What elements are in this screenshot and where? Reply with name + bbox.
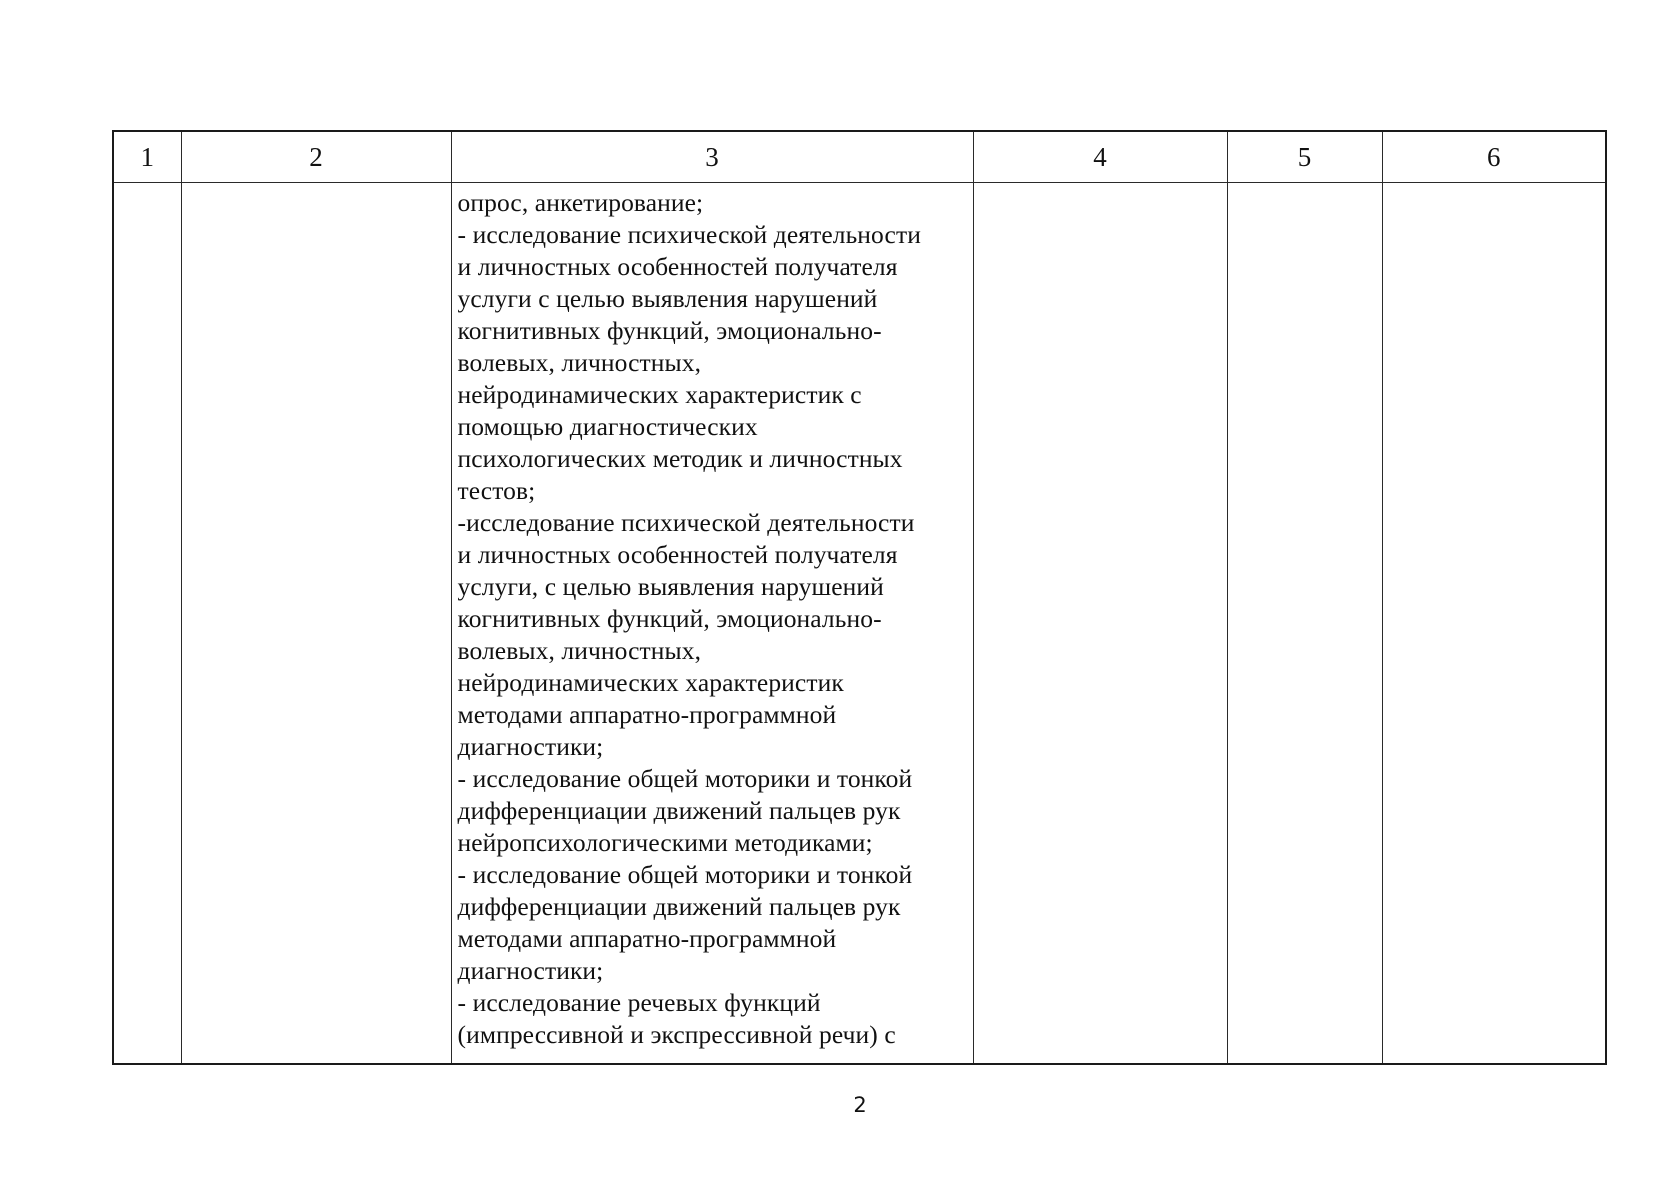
text-line: волевых, личностных, <box>457 348 702 377</box>
text-line: опрос, анкетирование; <box>457 188 704 217</box>
text-line: и личностных особенностей получателя <box>457 252 898 281</box>
table-body <box>113 183 1606 1065</box>
text-line: тестов; <box>457 476 536 505</box>
document-table <box>112 130 1607 1065</box>
column-header-2: 2 <box>181 131 451 183</box>
column-header-3: 3 <box>451 131 973 183</box>
column-header-6: 6 <box>1382 131 1606 183</box>
cell-col2 <box>181 183 451 1065</box>
column-header-4: 4 <box>973 131 1227 183</box>
text-line: психологических методик и личностных <box>457 444 903 473</box>
text-line: - исследование речевых функций <box>457 988 821 1017</box>
text-line: волевых, личностных, <box>457 636 702 665</box>
column-header-5: 5 <box>1227 131 1382 183</box>
text-line: услуги, с целью выявления нарушений <box>457 572 884 601</box>
text-line: и личностных особенностей получателя <box>457 540 898 569</box>
table-row <box>113 183 1606 1065</box>
text-line: услуги с целью выявления нарушений <box>457 284 878 313</box>
text-line: дифференциации движений пальцев рук <box>457 796 901 825</box>
header-row <box>113 131 1606 183</box>
text-line: - исследование психической деятельности <box>457 220 921 249</box>
text-line: диагностики; <box>457 732 604 761</box>
text-line: диагностики; <box>457 956 604 985</box>
text-line: - исследование общей моторики и тонкой <box>457 764 913 793</box>
cell-col4 <box>973 183 1227 1065</box>
text-line: - исследование общей моторики и тонкой <box>457 860 913 889</box>
table-header <box>113 131 1606 183</box>
text-line: помощью диагностических <box>457 412 758 441</box>
page-number: 2 <box>853 1093 867 1117</box>
column-header-1: 1 <box>113 131 181 183</box>
text-line: -исследование психической деятельности <box>457 508 915 537</box>
cell-col6 <box>1382 183 1606 1065</box>
text-line: методами аппаратно-программной <box>457 924 837 953</box>
text-line: когнитивных функций, эмоционально- <box>457 604 882 633</box>
text-line: (импрессивной и экспрессивной речи) с <box>457 1020 896 1049</box>
text-line: нейродинамических характеристик <box>457 668 844 697</box>
text-line: нейропсихологическими методиками; <box>457 828 873 857</box>
cell-col1 <box>113 183 181 1065</box>
cell-col5 <box>1227 183 1382 1065</box>
cell-col3 <box>451 183 973 1065</box>
text-line: нейродинамических характеристик с <box>457 380 862 409</box>
text-line: дифференциации движений пальцев рук <box>457 892 901 921</box>
service-description-text <box>458 187 963 1051</box>
text-line: методами аппаратно-программной <box>457 700 837 729</box>
text-line: когнитивных функций, эмоционально- <box>457 316 882 345</box>
